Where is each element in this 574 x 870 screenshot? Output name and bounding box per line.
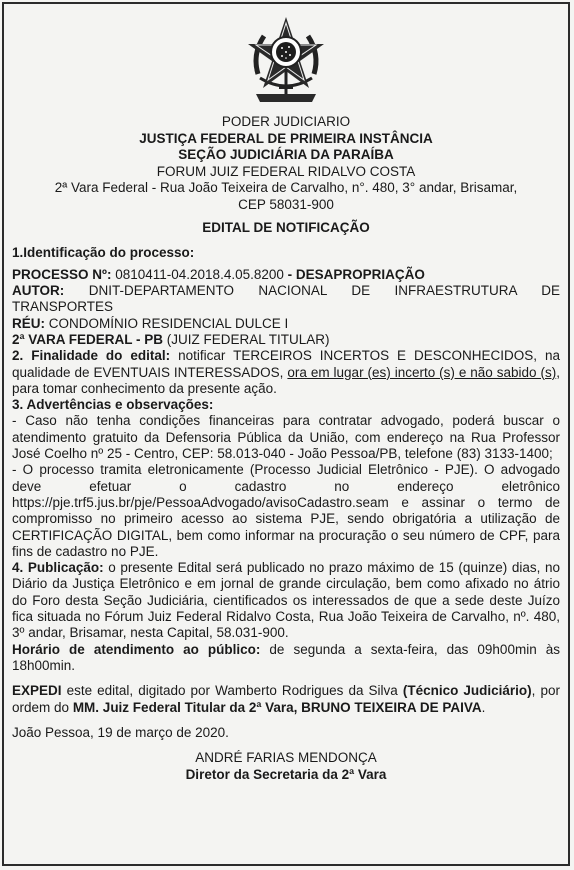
processo-suffix: - DESAPROPRIAÇÃO <box>287 266 425 282</box>
header-line-4: FORUM JUIZ FEDERAL RIDALVO COSTA <box>156 163 416 179</box>
header-line-2: JUSTIÇA FEDERAL DE PRIMEIRA INSTÂNCIA <box>139 130 433 146</box>
header-line-3: SEÇÃO JUDICIÁRIA DA PARAÍBA <box>178 147 394 162</box>
reu-label: RÉU: <box>12 315 45 331</box>
reu-value: CONDOMÍNIO RESIDENCIAL DULCE I <box>48 315 289 331</box>
section-1-heading: 1.Identificação do processo: <box>12 244 195 260</box>
document-title: EDITAL DE NOTIFICAÇÃO <box>202 220 370 235</box>
section-2-text-2: , para tomar conhecimento da presente ação. <box>12 364 560 396</box>
section-3-heading: 3. Advertências e observações: <box>12 397 214 413</box>
section-2-text-1: notificar TERCEIROS INCERTOS E DESCONHECIDOS, na qualidade de EVENTUAIS INTERESSADOS, <box>12 348 560 380</box>
autor-label: AUTOR: <box>12 283 65 299</box>
processo-value: 0810411-04.2018.4.05.8200 <box>115 266 284 282</box>
section-3-paragraph-2: - O processo tramita eletronicamente (Processo Judicial Eletrônico - PJE). O advogado deve efetuar o cadastro no endereço eletrônico https://pje.trf5.jus.br/pje/PessoaAdvogado/avisoCadastro.seam e assinar o termo de compromisso no primeiro acesso ao sistema PJE, sendo obrigatória a utilização de CERTIFICAÇÃO DIGITAL, bem como informar na procuração o seu número de CPF, para fins de cadastro no PJE. <box>12 462 560 559</box>
vara-line <box>12 332 560 348</box>
header-line-5: 2ª Vara Federal - Rua João Teixeira de Carvalho, n°. 480, 3° andar, Brisamar, <box>54 180 518 195</box>
autor-value: DNIT-DEPARTAMENTO NACIONAL DE INFRAESTRUTURA DE TRANSPORTES <box>12 283 560 315</box>
expedi-label: EXPEDI <box>12 683 62 699</box>
section-4-heading: 4. Publicação: <box>12 560 104 576</box>
reu-line <box>12 316 560 332</box>
document-date: João Pessoa, 19 de março de 2020. <box>12 724 229 740</box>
header-line-6: CEP 58031-900 <box>238 196 334 212</box>
horario-value: de segunda a sexta-feira, das 09h00min às 18h00min. <box>12 641 560 673</box>
horario-label: Horário de atendimento ao público: <box>12 641 261 657</box>
section-4 <box>12 560 560 641</box>
processo-label: PROCESSO Nº: <box>12 266 112 282</box>
section-2-underlined: ora em lugar (es) incerto (s) e não sabido (s) <box>287 364 557 380</box>
judge-name: MM. Juiz Federal Titular da 2ª Vara, BRUNO TEIXEIRA DE PAIVA <box>72 699 482 715</box>
edital-content <box>12 14 560 783</box>
closing-paragraph <box>12 683 560 716</box>
section-2-heading: 2. Finalidade do edital: <box>12 348 171 364</box>
vara-label: 2ª VARA FEDERAL - PB <box>12 331 164 347</box>
signer-role: Diretor da Secretaria da 2ª Vara <box>185 766 387 782</box>
processo-line <box>12 267 560 283</box>
section-3-paragraph-1: - Caso não tenha condições financeiras para contratar advogado, poderá buscar o atendimento gratuito da Defensoria Pública da União, com endereço na Rua Professor José Coelho nº 25 - Centro, CEP: 58.013-040 - João Pessoa/PB, telefone (83) 3133-1400; <box>12 413 560 462</box>
closing-text-1: este edital, digitado por Wamberto Rodrigues da Silva <box>66 683 398 699</box>
clerk-role: (Técnico Judiciário) <box>402 683 532 699</box>
autor-line <box>12 283 560 316</box>
header-line-1: PODER JUDICIARIO <box>221 114 351 129</box>
horario-line <box>12 642 560 675</box>
closing-text-2: , por ordem do <box>12 683 560 715</box>
section-4-text: o presente Edital será publicado no prazo máximo de 15 (quinze) dias, no Diário da Justiça Eletrônico e em jornal de grande circulação, bem como afixado no átrio do Foro desta Seção Judiciária, cientificados os interessados de que a sede deste Juízo fica situada no Fórum Juiz Federal Ridalvo Costa, Rua João Teixeira de Carvalho, nº. 480, 3º andar, Brisamar, nesta Capital, 58.031-900. <box>12 560 560 641</box>
signer-name: ANDRÉ FARIAS MENDONÇA <box>195 750 377 766</box>
vara-value: (JUIZ FEDERAL TITULAR) <box>166 331 330 347</box>
closing-text-3: . <box>481 699 486 715</box>
section-2 <box>12 348 560 397</box>
coat-of-arms-icon <box>246 14 326 108</box>
